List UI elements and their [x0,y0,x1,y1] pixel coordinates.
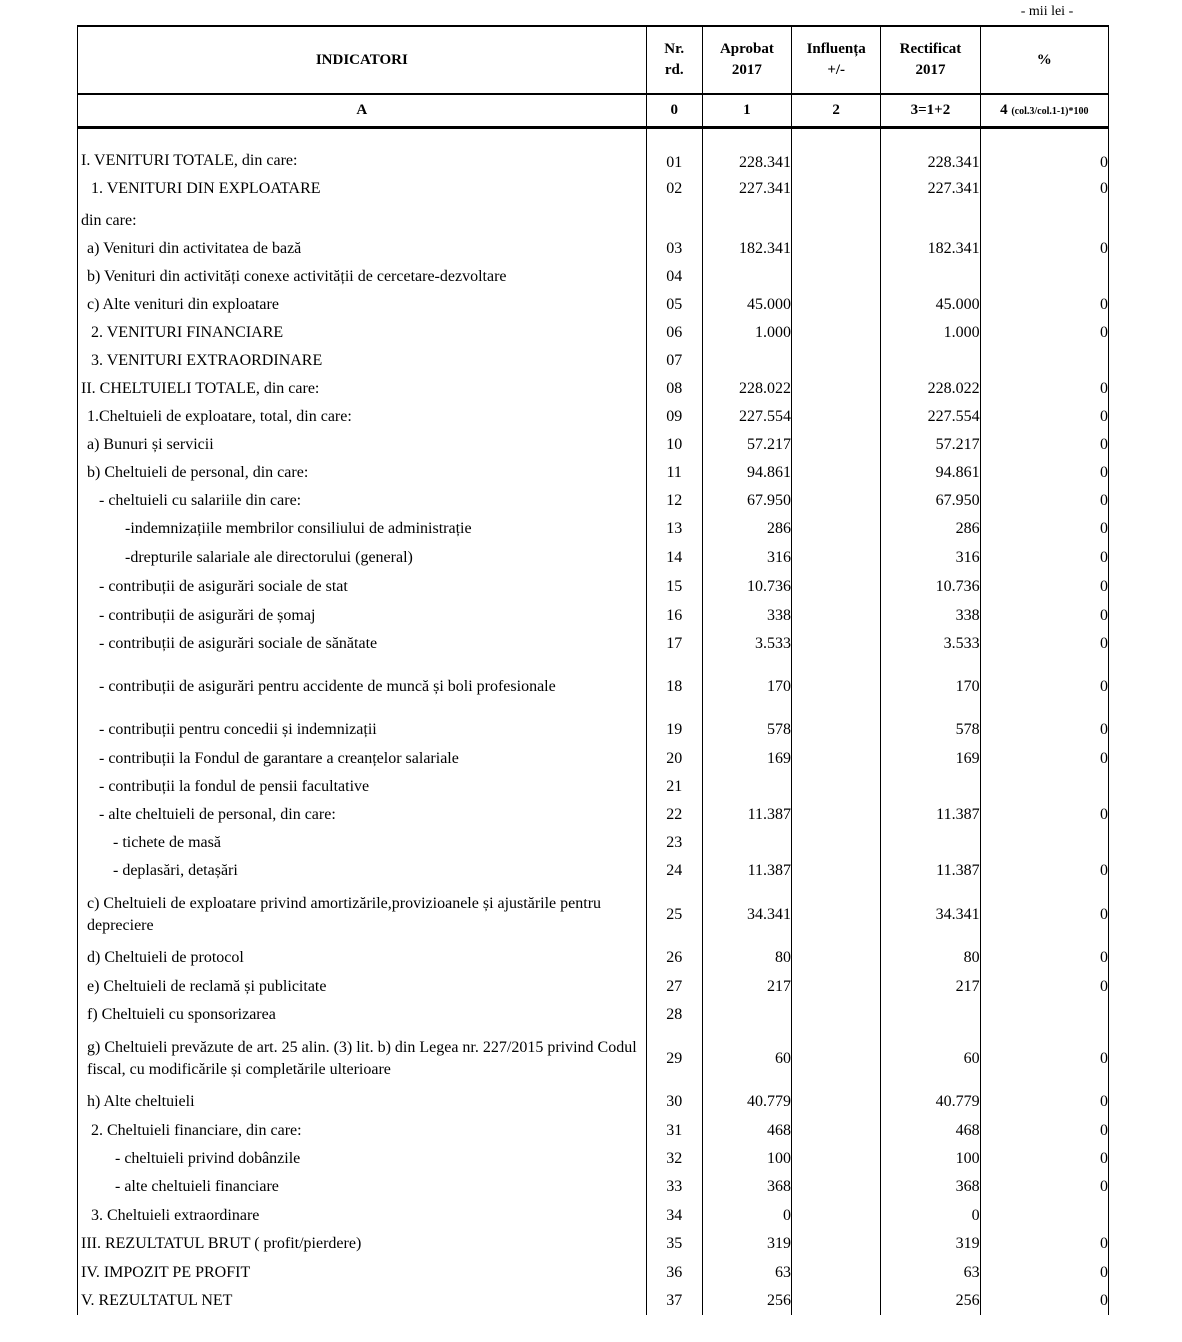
row-percent [980,1001,1108,1030]
row-percent: 0 [980,1088,1108,1117]
row-number: 12 [646,487,702,515]
row-influenta [792,544,881,573]
row-influenta [792,515,881,544]
row-number [646,207,702,235]
row-influenta [792,944,881,973]
row-label: - tichete de masă [78,829,647,857]
row-number: 22 [646,801,702,829]
table-row [78,403,1109,431]
row-number: 07 [646,347,702,375]
row-label: d) Cheltuieli de protocol [78,944,647,973]
table-row [78,1230,1109,1259]
unit-label: - mii lei - [1020,4,1074,19]
row-percent: 0 [980,291,1108,319]
row-influenta [792,716,881,745]
row-percent: 0 [980,431,1108,459]
row-percent: 0 [980,319,1108,347]
row-percent: 0 [980,573,1108,602]
row-percent: 0 [980,944,1108,973]
row-rectificat: 368 [881,1173,980,1202]
row-label: I. VENITURI TOTALE, din care: [78,137,647,172]
row-percent [980,263,1108,291]
row-label: -drepturile salariale ale directorului (general) [78,544,647,573]
table-row [78,1202,1109,1230]
row-label: a) Venituri din activitatea de bază [78,235,647,263]
row-number: 13 [646,515,702,544]
row-rectificat: 0 [881,1202,980,1230]
row-percent: 0 [980,172,1108,207]
spacer-row [78,128,1109,137]
row-rectificat: 286 [881,515,980,544]
row-rectificat [881,347,980,375]
row-influenta [792,487,881,515]
row-aprobat [702,829,791,857]
row-percent: 0 [980,1287,1108,1315]
row-label: c) Alte venituri din exploatare [78,291,647,319]
row-influenta [792,207,881,235]
row-rectificat: 217 [881,973,980,1001]
index-c4: 4 (col.3/col.1-1)*100 [980,94,1108,128]
row-influenta [792,172,881,207]
row-percent: 0 [980,487,1108,515]
row-aprobat [702,207,791,235]
row-aprobat: 227.554 [702,403,791,431]
header-indicatori: INDICATORI [78,26,647,94]
row-number: 27 [646,973,702,1001]
row-number: 26 [646,944,702,973]
row-rectificat: 316 [881,544,980,573]
row-label: c) Cheltuieli de exploatare privind amortizările,provizioanele și ajustările pentru depreciere [78,886,647,944]
table-row [78,973,1109,1001]
table-row [78,1173,1109,1202]
row-rectificat [881,773,980,801]
table-row [78,773,1109,801]
row-rectificat: 1.000 [881,319,980,347]
row-aprobat: 319 [702,1230,791,1259]
row-label: - contribuții la Fondul de garantare a creanțelor salariale [78,745,647,773]
table-row [78,716,1109,745]
row-aprobat: 169 [702,745,791,773]
row-aprobat: 11.387 [702,857,791,886]
row-percent: 0 [980,658,1108,716]
row-percent [980,207,1108,235]
row-rectificat: 169 [881,745,980,773]
row-label: - contribuții de asigurări de șomaj [78,602,647,630]
row-aprobat: 1.000 [702,319,791,347]
table-row [78,1287,1109,1315]
row-percent: 0 [980,801,1108,829]
index-c3: 3=1+2 [881,94,980,128]
row-influenta [792,1202,881,1230]
row-influenta [792,573,881,602]
row-number: 17 [646,630,702,658]
row-percent: 0 [980,1230,1108,1259]
row-influenta [792,319,881,347]
row-rectificat: 227.341 [881,172,980,207]
row-aprobat: 182.341 [702,235,791,263]
column-index-row [78,94,1109,128]
row-influenta [792,1230,881,1259]
row-number: 25 [646,886,702,944]
row-influenta [792,1145,881,1173]
row-label: - alte cheltuieli financiare [78,1173,647,1202]
row-label: - cheltuieli privind dobânzile [78,1145,647,1173]
row-number: 36 [646,1259,702,1287]
row-percent: 0 [980,973,1108,1001]
row-aprobat: 217 [702,973,791,1001]
row-number: 32 [646,1145,702,1173]
row-percent: 0 [980,716,1108,745]
row-rectificat: 227.554 [881,403,980,431]
row-influenta [792,291,881,319]
table-row [78,573,1109,602]
row-rectificat: 45.000 [881,291,980,319]
row-rectificat: 57.217 [881,431,980,459]
row-influenta [792,602,881,630]
row-label: b) Cheltuieli de personal, din care: [78,459,647,487]
table-row [78,137,1109,172]
row-percent: 0 [980,375,1108,403]
row-influenta [792,459,881,487]
row-rectificat: 11.387 [881,801,980,829]
row-aprobat: 67.950 [702,487,791,515]
row-aprobat: 256 [702,1287,791,1315]
header-nr: Nr. rd. [646,26,702,94]
row-rectificat [881,1001,980,1030]
row-rectificat [881,263,980,291]
row-influenta [792,1001,881,1030]
table-body [78,128,1109,1315]
table-row [78,1088,1109,1117]
row-number: 18 [646,658,702,716]
row-percent: 0 [980,403,1108,431]
row-label: 2. Cheltuieli financiare, din care: [78,1117,647,1145]
table-row [78,1145,1109,1173]
row-aprobat: 40.779 [702,1088,791,1117]
row-aprobat: 10.736 [702,573,791,602]
row-number: 37 [646,1287,702,1315]
row-influenta [792,347,881,375]
row-influenta [792,431,881,459]
row-influenta [792,235,881,263]
table-row [78,207,1109,235]
row-rectificat: 40.779 [881,1088,980,1117]
row-label: 1.Cheltuieli de exploatare, total, din care: [78,403,647,431]
table-row [78,319,1109,347]
row-label: - contribuții de asigurări sociale de sănătate [78,630,647,658]
row-aprobat: 338 [702,602,791,630]
row-aprobat: 94.861 [702,459,791,487]
table-row [78,829,1109,857]
row-percent [980,773,1108,801]
table-row [78,291,1109,319]
row-rectificat: 100 [881,1145,980,1173]
row-influenta [792,1030,881,1088]
row-number: 02 [646,172,702,207]
budget-table [77,25,1109,1315]
header-aprobat: Aprobat 2017 [702,26,791,94]
row-label: f) Cheltuieli cu sponsorizarea [78,1001,647,1030]
row-aprobat: 11.387 [702,801,791,829]
row-percent: 0 [980,1145,1108,1173]
row-rectificat: 170 [881,658,980,716]
row-label: - contribuții la fondul de pensii facultative [78,773,647,801]
row-aprobat: 316 [702,544,791,573]
row-number: 31 [646,1117,702,1145]
row-percent [980,829,1108,857]
row-influenta [792,973,881,1001]
row-rectificat: 94.861 [881,459,980,487]
row-aprobat: 286 [702,515,791,544]
row-aprobat [702,1001,791,1030]
row-percent: 0 [980,886,1108,944]
row-number: 29 [646,1030,702,1088]
table-row [78,658,1109,716]
row-influenta [792,658,881,716]
table-row [78,1117,1109,1145]
row-label: IV. IMPOZIT PE PROFIT [78,1259,647,1287]
row-percent: 0 [980,1173,1108,1202]
row-aprobat [702,347,791,375]
row-influenta [792,857,881,886]
row-label: din care: [78,207,647,235]
row-label: - contribuții pentru concedii și indemnizații [78,716,647,745]
row-rectificat: 468 [881,1117,980,1145]
row-number: 10 [646,431,702,459]
table-row [78,1030,1109,1088]
row-influenta [792,1117,881,1145]
header-influenta: Influența +/- [792,26,881,94]
row-rectificat [881,829,980,857]
row-aprobat: 100 [702,1145,791,1173]
row-percent: 0 [980,235,1108,263]
table-row [78,375,1109,403]
row-number: 03 [646,235,702,263]
row-number: 33 [646,1173,702,1202]
row-label: h) Alte cheltuieli [78,1088,647,1117]
table-row [78,857,1109,886]
row-rectificat: 319 [881,1230,980,1259]
row-influenta [792,403,881,431]
row-number: 34 [646,1202,702,1230]
index-c1: 1 [702,94,791,128]
row-influenta [792,773,881,801]
row-number: 35 [646,1230,702,1259]
index-a: A [78,94,647,128]
row-number: 01 [646,137,702,172]
row-aprobat: 34.341 [702,886,791,944]
row-aprobat: 60 [702,1030,791,1088]
row-rectificat: 578 [881,716,980,745]
row-percent: 0 [980,602,1108,630]
row-label: - contribuții de asigurări sociale de stat [78,573,647,602]
row-influenta [792,263,881,291]
row-number: 19 [646,716,702,745]
row-number: 24 [646,857,702,886]
row-percent [980,1202,1108,1230]
row-percent: 0 [980,1117,1108,1145]
row-label: a) Bunuri și servicii [78,431,647,459]
row-number: 23 [646,829,702,857]
row-rectificat: 60 [881,1030,980,1088]
row-rectificat: 3.533 [881,630,980,658]
row-label: - alte cheltuieli de personal, din care: [78,801,647,829]
row-label: - cheltuieli cu salariile din care: [78,487,647,515]
table-row [78,544,1109,573]
row-label: V. REZULTATUL NET [78,1287,647,1315]
table-row [78,235,1109,263]
row-label: 1. VENITURI DIN EXPLOATARE [78,172,647,207]
row-number: 06 [646,319,702,347]
row-rectificat: 63 [881,1259,980,1287]
table-row [78,347,1109,375]
row-number: 21 [646,773,702,801]
header-percent: % [980,26,1108,94]
row-aprobat: 578 [702,716,791,745]
row-rectificat: 182.341 [881,235,980,263]
row-percent: 0 [980,745,1108,773]
row-label: III. REZULTATUL BRUT ( profit/pierdere) [78,1230,647,1259]
row-aprobat [702,263,791,291]
row-rectificat: 228.022 [881,375,980,403]
row-label: II. CHELTUIELI TOTALE, din care: [78,375,647,403]
row-label: e) Cheltuieli de reclamă și publicitate [78,973,647,1001]
row-number: 14 [646,544,702,573]
row-percent: 0 [980,459,1108,487]
row-number: 04 [646,263,702,291]
row-number: 11 [646,459,702,487]
row-rectificat: 67.950 [881,487,980,515]
table-row [78,515,1109,544]
row-percent [980,347,1108,375]
row-aprobat: 228.022 [702,375,791,403]
row-rectificat: 34.341 [881,886,980,944]
row-aprobat: 63 [702,1259,791,1287]
row-influenta [792,886,881,944]
row-percent: 0 [980,857,1108,886]
row-influenta [792,375,881,403]
row-rectificat [881,207,980,235]
row-label: b) Venituri din activități conexe activității de cercetare-dezvoltare [78,263,647,291]
row-rectificat: 338 [881,602,980,630]
table-row [78,630,1109,658]
row-aprobat: 80 [702,944,791,973]
row-rectificat: 228.341 [881,137,980,172]
row-aprobat: 0 [702,1202,791,1230]
row-label: -indemnizațiile membrilor consiliului de administrație [78,515,647,544]
row-aprobat: 468 [702,1117,791,1145]
row-number: 08 [646,375,702,403]
row-label: 2. VENITURI FINANCIARE [78,319,647,347]
row-aprobat: 57.217 [702,431,791,459]
table-row [78,745,1109,773]
index-nr: 0 [646,94,702,128]
row-label: - deplasări, detașări [78,857,647,886]
table-row [78,801,1109,829]
table-row [78,1001,1109,1030]
table-row [78,487,1109,515]
row-rectificat: 80 [881,944,980,973]
row-number: 28 [646,1001,702,1030]
row-percent: 0 [980,1259,1108,1287]
row-rectificat: 10.736 [881,573,980,602]
row-influenta [792,801,881,829]
table-row [78,602,1109,630]
index-c2: 2 [792,94,881,128]
row-influenta [792,1287,881,1315]
row-label: 3. Cheltuieli extraordinare [78,1202,647,1230]
row-percent: 0 [980,630,1108,658]
row-aprobat: 368 [702,1173,791,1202]
table-row [78,172,1109,207]
row-number: 15 [646,573,702,602]
row-aprobat: 3.533 [702,630,791,658]
row-percent: 0 [980,544,1108,573]
row-influenta [792,1088,881,1117]
row-number: 16 [646,602,702,630]
row-label: 3. VENITURI EXTRAORDINARE [78,347,647,375]
row-label: g) Cheltuieli prevăzute de art. 25 alin. (3) lit. b) din Legea nr. 227/2015 privind Codul fiscal, cu modificările și completările ulterioare [78,1030,647,1088]
row-percent: 0 [980,1030,1108,1088]
table-row [78,944,1109,973]
row-aprobat: 170 [702,658,791,716]
row-influenta [792,1259,881,1287]
header-row [78,26,1109,94]
row-aprobat: 227.341 [702,172,791,207]
table-row [78,886,1109,944]
row-number: 30 [646,1088,702,1117]
row-percent: 0 [980,137,1108,172]
header-rectificat: Rectificat 2017 [881,26,980,94]
row-percent: 0 [980,515,1108,544]
row-number: 09 [646,403,702,431]
row-influenta [792,137,881,172]
row-aprobat [702,773,791,801]
row-influenta [792,630,881,658]
row-rectificat: 11.387 [881,857,980,886]
row-influenta [792,745,881,773]
row-label: - contribuții de asigurări pentru accidente de muncă și boli profesionale [78,658,647,716]
table-row [78,431,1109,459]
table-row [78,459,1109,487]
row-number: 20 [646,745,702,773]
row-influenta [792,1173,881,1202]
row-aprobat: 228.341 [702,137,791,172]
row-rectificat: 256 [881,1287,980,1315]
row-aprobat: 45.000 [702,291,791,319]
row-number: 05 [646,291,702,319]
table-row [78,263,1109,291]
table-row [78,1259,1109,1287]
row-influenta [792,829,881,857]
